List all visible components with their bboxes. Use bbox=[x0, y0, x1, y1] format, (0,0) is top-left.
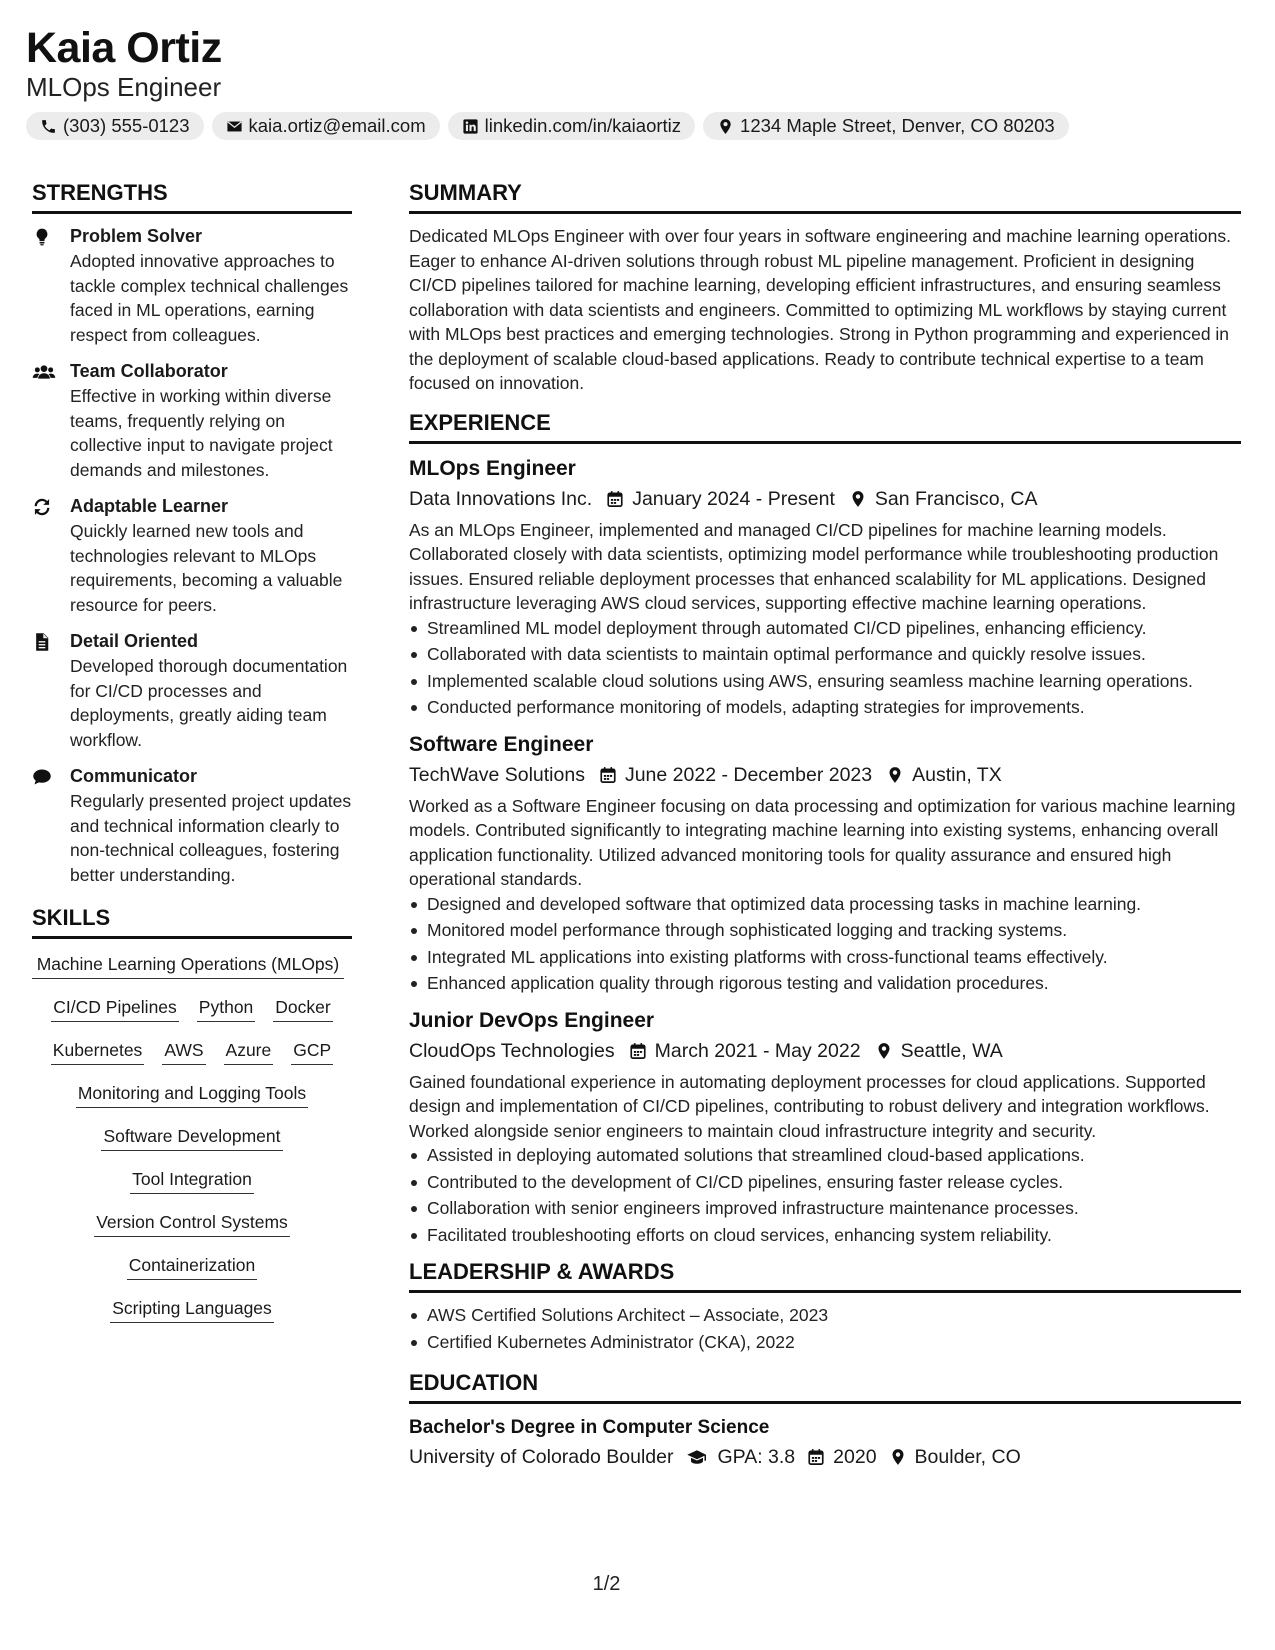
contact-phone[interactable] bbox=[26, 112, 204, 140]
experience-heading: EXPERIENCE bbox=[409, 408, 1241, 444]
education-school: University of Colorado Boulder bbox=[409, 1446, 674, 1468]
education-meta bbox=[409, 1442, 1241, 1472]
strength-item bbox=[32, 494, 352, 617]
education-year: 2020 bbox=[833, 1446, 877, 1468]
skill-tag: Software Development bbox=[101, 1125, 282, 1151]
summary-text: Dedicated MLOps Engineer with over four years in software engineering and machine learning operations. Eager to enhance AI-driven solutions through robust ML pipeline management. Proficient in designing CI/CD pipelines tailored for machine learning, developing efficient infrastructures, and ensuring seamless collaboration with data scientists and engineers. Committed to optimizing ML workflows by staying current with MLOps best practices and emerging technologies. Strong in Python programming and experienced in the deployment of scalable cloud-based applications. Ready to contribute technical expertise to a team focused on innovation. bbox=[409, 226, 1231, 393]
job-entry bbox=[409, 1006, 1241, 1248]
job-bullets bbox=[409, 1143, 1241, 1247]
resume-header bbox=[26, 22, 1249, 140]
candidate-name: Kaia Ortiz bbox=[26, 24, 222, 72]
job-title: MLOps Engineer bbox=[409, 456, 576, 480]
job-location: Seattle, WA bbox=[900, 1039, 1003, 1062]
job-dates: March 2021 - May 2022 bbox=[654, 1039, 861, 1062]
job-entry bbox=[409, 730, 1241, 996]
page-number: 1/2 bbox=[592, 1573, 621, 1595]
refresh-icon bbox=[32, 497, 52, 517]
job-bullet: Streamlined ML model deployment through automated CI/CD pipelines, enhancing efficiency. bbox=[409, 616, 1241, 641]
skill-tag: Scripting Languages bbox=[110, 1297, 274, 1323]
calendar-icon bbox=[599, 766, 617, 784]
skill-tag: Python bbox=[197, 996, 255, 1022]
skill-row bbox=[32, 1039, 352, 1065]
skill-tag: Azure bbox=[224, 1039, 274, 1065]
strength-item bbox=[32, 224, 352, 347]
skill-row bbox=[32, 953, 352, 979]
skill-tag: CI/CD Pipelines bbox=[51, 996, 179, 1022]
job-description: Gained foundational experience in automating deployment processes for cloud applications. Supported design and implementation of CI/CD pipelines, contributing to robust delivery and integration workflows. Worked alongside senior engineers to maintain cloud infrastructure integrity and security. bbox=[409, 1071, 1210, 1141]
strength-title: Communicator bbox=[70, 766, 198, 786]
education-gpa: GPA: 3.8 bbox=[717, 1446, 796, 1468]
job-entry bbox=[409, 454, 1241, 720]
education-degree: Bachelor's Degree in Computer Science bbox=[409, 1417, 770, 1438]
strength-desc: Quickly learned new tools and technologies relevant to MLOps requirements, becoming a valuable resource for peers. bbox=[70, 521, 343, 615]
map-pin-icon bbox=[849, 490, 867, 508]
strengths-heading: STRENGTHS bbox=[32, 178, 352, 214]
calendar-icon bbox=[807, 1448, 825, 1466]
job-bullet: Contributed to the development of CI/CD pipelines, ensuring faster release cycles. bbox=[409, 1170, 1241, 1195]
document-icon bbox=[32, 632, 52, 652]
strength-title: Detail Oriented bbox=[70, 631, 199, 651]
strength-title: Adaptable Learner bbox=[70, 496, 229, 516]
left-column bbox=[32, 178, 352, 1340]
lightbulb-icon bbox=[32, 227, 52, 247]
skill-tag: Machine Learning Operations (MLOps) bbox=[32, 953, 344, 979]
job-description: Worked as a Software Engineer focusing on data processing and optimization for various machine learning models. Contributed significantly to integrating machine learning into existing systems, enhancing overall application functionality. Utilized advanced monitoring tools for quality assurance and ensured high operational standards. bbox=[409, 795, 1236, 889]
skill-tag: AWS bbox=[162, 1039, 205, 1065]
right-column bbox=[409, 178, 1241, 1472]
job-bullet: Integrated ML applications into existing platforms with cross-functional teams effectively. bbox=[409, 945, 1241, 970]
strength-item bbox=[32, 629, 352, 752]
job-dates: June 2022 - December 2023 bbox=[624, 763, 873, 786]
skill-tag: Containerization bbox=[127, 1254, 257, 1280]
skill-tag: Kubernetes bbox=[51, 1039, 145, 1065]
job-meta bbox=[409, 760, 1241, 790]
job-bullet: Monitored model performance through sophisticated logging and tracking systems. bbox=[409, 918, 1241, 943]
skill-row bbox=[32, 996, 352, 1022]
skills-list bbox=[32, 953, 352, 1323]
skill-row bbox=[32, 1297, 352, 1323]
chat-bubble-icon bbox=[32, 767, 52, 787]
map-pin-icon bbox=[889, 1448, 907, 1466]
job-bullet: Implemented scalable cloud solutions using AWS, ensuring seamless machine learning operations. bbox=[409, 669, 1241, 694]
contact-linkedin-text: linkedin.com/in/kaiaortiz bbox=[484, 115, 682, 136]
job-title: Junior DevOps Engineer bbox=[409, 1008, 655, 1032]
strength-item bbox=[32, 764, 352, 887]
job-location: Austin, TX bbox=[912, 763, 1002, 786]
skill-tag: GCP bbox=[291, 1039, 333, 1065]
contact-address-text: 1234 Maple Street, Denver, CO 80203 bbox=[740, 115, 1055, 136]
strength-desc: Adopted innovative approaches to tackle complex technical challenges faced in ML operations, earning respect from colleagues. bbox=[70, 251, 349, 345]
job-company: TechWave Solutions bbox=[409, 763, 585, 786]
strength-desc: Developed thorough documentation for CI/CD processes and deployments, greatly aiding team workflow. bbox=[70, 656, 348, 750]
skill-row bbox=[32, 1082, 352, 1108]
skill-row bbox=[32, 1125, 352, 1151]
graduation-cap-icon bbox=[685, 1448, 709, 1466]
phone-icon bbox=[40, 118, 57, 135]
job-bullet: Collaborated with data scientists to maintain optimal performance and quickly resolve issues. bbox=[409, 642, 1241, 667]
skills-heading: SKILLS bbox=[32, 903, 352, 939]
job-bullet: Facilitated troubleshooting efforts on cloud services, enhancing system reliability. bbox=[409, 1223, 1241, 1248]
summary-heading: SUMMARY bbox=[409, 178, 1241, 214]
strength-desc: Effective in working within diverse teams, frequently relying on collective input to navigate project demands and milestones. bbox=[70, 386, 333, 480]
users-icon bbox=[32, 362, 56, 382]
education-heading: EDUCATION bbox=[409, 1368, 1241, 1404]
award-item: AWS Certified Solutions Architect – Associate, 2023 bbox=[409, 1303, 1241, 1328]
job-location: San Francisco, CA bbox=[874, 487, 1038, 510]
contact-phone-text: (303) 555-0123 bbox=[63, 115, 190, 136]
envelope-icon bbox=[226, 118, 243, 135]
map-pin-icon bbox=[875, 1042, 893, 1060]
job-bullet: Assisted in deploying automated solutions that streamlined cloud-based applications. bbox=[409, 1143, 1241, 1168]
strength-item bbox=[32, 359, 352, 482]
job-bullet: Designed and developed software that optimized data processing tasks in machine learning. bbox=[409, 892, 1241, 917]
strength-desc: Regularly presented project updates and technical information clearly to non-technical colleagues, fostering better understanding. bbox=[70, 791, 352, 885]
job-meta bbox=[409, 1036, 1241, 1066]
linkedin-icon bbox=[462, 118, 479, 135]
candidate-role: MLOps Engineer bbox=[26, 72, 222, 102]
job-description: As an MLOps Engineer, implemented and managed CI/CD pipelines for machine learning models. Collaborated closely with data scientists, optimizing model performance while troubleshooting production issues. Ensured reliable deployment processes that enhanced scalability for ML applications. Designed infrastructure leveraging AWS cloud services, supporting effective machine learning operations. bbox=[409, 519, 1219, 613]
awards-list bbox=[409, 1303, 1241, 1354]
contact-email[interactable] bbox=[212, 112, 440, 140]
skill-tag: Tool Integration bbox=[130, 1168, 254, 1194]
job-bullets bbox=[409, 892, 1241, 996]
strength-title: Team Collaborator bbox=[70, 361, 228, 381]
contact-email-text: kaia.ortiz@email.com bbox=[248, 115, 426, 136]
contact-address bbox=[703, 112, 1069, 140]
education-location: Boulder, CO bbox=[914, 1446, 1021, 1468]
contact-bar bbox=[26, 112, 1249, 140]
strength-title: Problem Solver bbox=[70, 226, 203, 246]
job-bullet: Enhanced application quality through rigorous testing and validation procedures. bbox=[409, 971, 1241, 996]
awards-heading: LEADERSHIP & AWARDS bbox=[409, 1257, 1241, 1293]
map-pin-icon bbox=[717, 118, 734, 135]
job-meta bbox=[409, 484, 1241, 514]
skill-tag: Monitoring and Logging Tools bbox=[76, 1082, 308, 1108]
skill-tag: Docker bbox=[273, 996, 332, 1022]
job-company: CloudOps Technologies bbox=[409, 1039, 615, 1062]
skill-row bbox=[32, 1254, 352, 1280]
calendar-icon bbox=[606, 490, 624, 508]
job-bullet: Conducted performance monitoring of models, adapting strategies for improvements. bbox=[409, 695, 1241, 720]
calendar-icon bbox=[629, 1042, 647, 1060]
job-bullets bbox=[409, 616, 1241, 720]
skill-row bbox=[32, 1211, 352, 1237]
job-title: Software Engineer bbox=[409, 732, 594, 756]
skill-row bbox=[32, 1168, 352, 1194]
job-bullet: Collaboration with senior engineers improved infrastructure maintenance processes. bbox=[409, 1196, 1241, 1221]
award-item: Certified Kubernetes Administrator (CKA), 2022 bbox=[409, 1330, 1241, 1355]
skill-tag: Version Control Systems bbox=[94, 1211, 290, 1237]
contact-linkedin[interactable] bbox=[448, 112, 695, 140]
job-dates: January 2024 - Present bbox=[632, 487, 835, 510]
job-company: Data Innovations Inc. bbox=[409, 487, 593, 510]
map-pin-icon bbox=[886, 766, 904, 784]
